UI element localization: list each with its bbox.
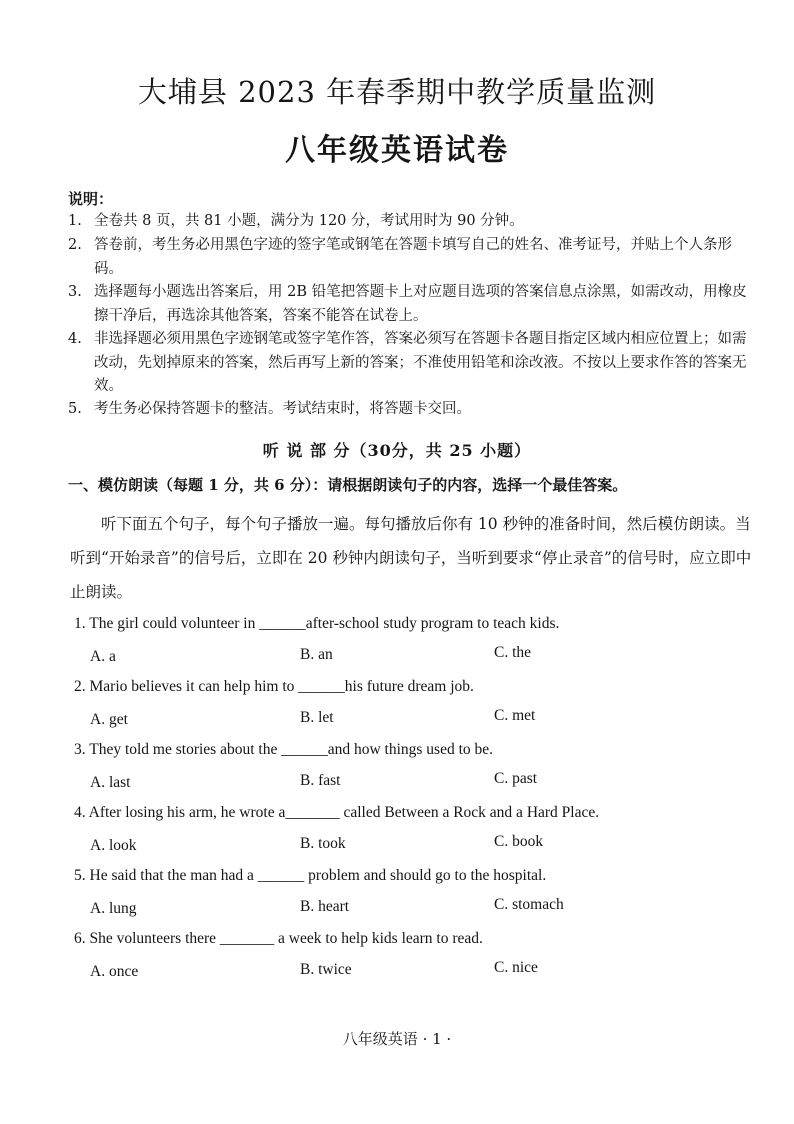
option-c: C. the xyxy=(494,644,532,661)
question-stem: 2. Mario believes it can help him to ______his future dream job. xyxy=(74,678,474,695)
instruction-item xyxy=(68,398,758,422)
option-b: B. twice xyxy=(300,961,352,978)
option-b: B. an xyxy=(300,646,333,663)
option-c: C. stomach xyxy=(494,896,564,913)
question-stem: 1. The girl could volunteer in ______after-school study program to teach kids. xyxy=(74,615,560,632)
option-b: B. let xyxy=(300,709,334,726)
question-stem: 3. They told me stories about the ______and how things used to be. xyxy=(74,741,494,758)
instruction-number: 1. xyxy=(68,213,82,229)
instruction-text: 非选择题必须用黑色字迹钢笔或签字笔作答，答案必须写在答题卡各题目指定区域内相应位置上；如需改动，先划掉原来的答案，然后再写上新的答案；不准使用铅笔和涂改液。不按以上要求作答的答案无效。 xyxy=(94,331,747,394)
option-c: C. nice xyxy=(494,959,538,976)
question-stem: 5. He said that the man had a ______ problem and should go to the hospital. xyxy=(74,867,547,884)
option-b: B. took xyxy=(300,835,346,852)
instruction-item xyxy=(68,210,758,234)
question-stem: 6. She volunteers there _______ a week to help kids learn to read. xyxy=(74,930,483,947)
instruction-text: 选择题每小题选出答案后，用 2B 铅笔把答题卡上对应题目选项的答案信息点涂黑，如需改动，用橡皮擦干净后，再选涂其他答案，答案不能答在试卷上。 xyxy=(94,284,747,324)
instruction-number: 4. xyxy=(68,331,82,347)
option-b: B. heart xyxy=(300,898,350,915)
option-b: B. fast xyxy=(300,772,341,789)
instruction-number: 3. xyxy=(68,284,82,300)
question-stem: 4. After losing his arm, he wrote a_______ called Between a Rock and a Hard Place. xyxy=(74,804,600,821)
instruction-item xyxy=(68,281,758,328)
instruction-number: 2. xyxy=(68,237,82,253)
instruction-number: 5. xyxy=(68,401,82,417)
directions-paragraph: 听下面五个句子，每个句子播放一遍。每句播放后你有 10 秒钟的准备时间，然后模仿朗读。当听到“开始录音”的信号后，立即在 20 秒钟内朗读句子，当听到要求“停止录音”的信号时，应立即中止朗读。 xyxy=(70,515,752,601)
option-a: A. look xyxy=(90,837,137,854)
page-footer: 八年级英语 · 1 · xyxy=(342,1030,452,1048)
option-c: C. book xyxy=(494,833,544,850)
option-a: A. a xyxy=(90,648,116,665)
section-title: 听 说 部 分（30分，共 25 小题） xyxy=(262,441,532,460)
instruction-item xyxy=(68,234,758,281)
exam-title: 大埔县 2023 年春季期中教学质量监测 xyxy=(137,75,657,109)
option-c: C. met xyxy=(494,707,536,724)
instruction-text: 全卷共 8 页，共 81 小题，满分为 120 分，考试用时为 90 分钟。 xyxy=(94,213,524,229)
instruction-text: 答卷前，考生务必用黑色字迹的签字笔或钢笔在答题卡填写自己的姓名、准考证号，并贴上个人条形码。 xyxy=(94,237,732,277)
option-c: C. past xyxy=(494,770,538,787)
part-heading: 一、模仿朗读（每题 1 分，共 6 分）：请根据朗读句子的内容，选择一个最佳答案。 xyxy=(68,476,628,494)
instructions-heading: 说明： xyxy=(68,190,114,208)
instruction-text: 考生务必保持答题卡的整洁。考试结束时，将答题卡交回。 xyxy=(94,401,471,417)
exam-subtitle: 八年级英语试卷 xyxy=(285,133,509,168)
option-a: A. once xyxy=(90,963,139,980)
instruction-item xyxy=(68,328,758,399)
option-a: A. last xyxy=(90,774,131,791)
option-a: A. lung xyxy=(90,900,137,917)
option-a: A. get xyxy=(90,711,128,728)
